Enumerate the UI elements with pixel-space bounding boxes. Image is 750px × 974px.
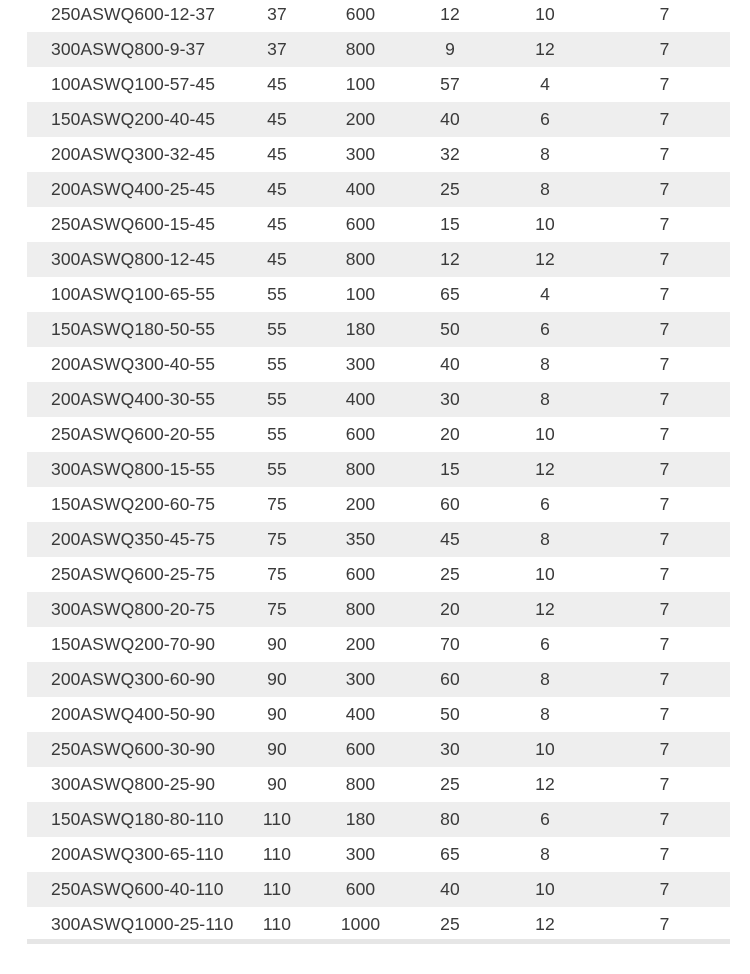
diameter-cell: 12 [491,452,599,487]
value-cell: 7 [659,284,670,304]
power-cell: 55 [242,452,312,487]
diameter-cell: 4 [540,284,550,304]
head-cell: 25 [440,774,460,794]
flow-cell: 600 [345,564,376,584]
value-cell: 7 [659,354,670,374]
power-cell: 55 [267,284,287,304]
head-cell: 50 [409,312,491,347]
value-cell: 7 [599,32,730,67]
head-cell: 15 [409,452,491,487]
table-row [27,487,730,522]
power-cell: 110 [242,802,312,837]
table-row [27,522,730,557]
model-cell: 200ASWQ300-65-110 [51,844,224,864]
power-cell: 75 [267,564,287,584]
head-cell: 65 [440,844,460,864]
model-cell: 250ASWQ600-30-90 [27,732,242,767]
model-cell: 150ASWQ200-70-90 [51,634,216,654]
diameter-cell: 12 [491,32,599,67]
head-cell: 9 [409,32,491,67]
table-row [27,592,730,627]
power-cell: 75 [242,522,312,557]
table-row [27,417,730,452]
value-cell: 7 [659,704,670,724]
flow-cell: 800 [312,32,409,67]
value-cell: 7 [599,732,730,767]
flow-cell: 200 [345,634,376,654]
power-cell: 45 [242,242,312,277]
flow-cell: 200 [345,494,376,514]
model-cell: 100ASWQ100-57-45 [51,74,216,94]
table-row [27,732,730,767]
value-cell: 7 [659,424,670,444]
power-cell: 45 [242,102,312,137]
diameter-cell: 10 [535,214,555,234]
diameter-cell: 8 [491,172,599,207]
power-cell: 55 [267,354,287,374]
head-cell: 15 [440,214,460,234]
head-cell: 65 [440,284,460,304]
flow-cell: 350 [312,522,409,557]
value-cell: 7 [659,914,670,934]
table-row [27,452,730,487]
diameter-cell: 6 [540,494,550,514]
flow-cell: 600 [345,214,376,234]
model-cell: 200ASWQ350-45-75 [27,522,242,557]
head-cell: 57 [440,74,460,94]
table-row [27,662,730,697]
model-cell: 250ASWQ600-25-75 [51,564,216,584]
model-cell: 200ASWQ300-40-55 [51,354,216,374]
diameter-cell: 8 [540,704,550,724]
power-cell: 55 [242,312,312,347]
value-cell: 7 [659,4,670,24]
diameter-cell: 10 [535,4,555,24]
model-cell: 200ASWQ300-60-90 [27,662,242,697]
diameter-cell: 8 [491,662,599,697]
head-cell: 25 [409,172,491,207]
table-row [27,172,730,207]
table-row [27,767,730,802]
table-row [27,907,730,942]
diameter-cell: 12 [535,914,555,934]
head-cell: 25 [440,564,460,584]
diameter-cell: 6 [540,634,550,654]
flow-cell: 1000 [340,914,381,934]
table-row [27,872,730,907]
model-cell: 300ASWQ800-12-45 [27,242,242,277]
value-cell: 7 [659,144,670,164]
table-body [27,0,730,942]
head-cell: 45 [409,522,491,557]
diameter-cell: 6 [491,312,599,347]
head-cell: 80 [409,802,491,837]
power-cell: 90 [267,774,287,794]
model-cell: 300ASWQ800-25-90 [51,774,216,794]
table-row [27,207,730,242]
table-row [27,382,730,417]
flow-cell: 300 [345,844,376,864]
model-cell: 150ASWQ180-50-55 [27,312,242,347]
power-cell: 90 [242,662,312,697]
diameter-cell: 10 [535,424,555,444]
head-cell: 12 [409,242,491,277]
table-row [27,137,730,172]
diameter-cell: 12 [535,774,555,794]
flow-cell: 600 [345,424,376,444]
flow-cell: 600 [312,732,409,767]
flow-cell: 180 [312,802,409,837]
flow-cell: 600 [345,4,376,24]
flow-cell: 180 [312,312,409,347]
table-row [27,557,730,592]
model-cell: 250ASWQ600-40-110 [27,872,242,907]
flow-cell: 400 [312,382,409,417]
table-row [27,837,730,872]
head-cell: 30 [409,732,491,767]
diameter-cell: 8 [540,354,550,374]
power-cell: 45 [267,214,287,234]
value-cell: 7 [659,74,670,94]
table-row [27,802,730,837]
value-cell: 7 [599,452,730,487]
model-cell: 250ASWQ600-12-37 [51,4,216,24]
flow-cell: 100 [345,74,376,94]
value-cell: 7 [599,802,730,837]
power-cell: 90 [242,732,312,767]
flow-cell: 300 [345,354,376,374]
diameter-cell: 10 [491,872,599,907]
diameter-cell: 12 [491,592,599,627]
model-cell: 150ASWQ200-60-75 [51,494,216,514]
head-cell: 60 [409,662,491,697]
table-bottom-rule [27,939,730,944]
flow-cell: 100 [345,284,376,304]
value-cell: 7 [599,662,730,697]
value-cell: 7 [599,172,730,207]
model-cell: 200ASWQ400-25-45 [27,172,242,207]
power-cell: 45 [267,74,287,94]
head-cell: 40 [440,354,460,374]
diameter-cell: 8 [491,522,599,557]
head-cell: 12 [440,4,460,24]
model-cell: 200ASWQ400-30-55 [27,382,242,417]
flow-cell: 400 [345,704,376,724]
diameter-cell: 12 [491,242,599,277]
power-cell: 37 [242,32,312,67]
power-cell: 110 [242,872,312,907]
power-cell: 37 [267,4,287,24]
model-cell: 100ASWQ100-65-55 [51,284,216,304]
power-cell: 45 [267,144,287,164]
flow-cell: 300 [345,144,376,164]
diameter-cell: 6 [491,102,599,137]
value-cell: 7 [599,592,730,627]
value-cell: 7 [599,102,730,137]
flow-cell: 300 [312,662,409,697]
value-cell: 7 [599,312,730,347]
model-cell: 300ASWQ800-15-55 [27,452,242,487]
table-row [27,0,730,32]
flow-cell: 200 [312,102,409,137]
flow-cell: 800 [312,242,409,277]
table-row [27,32,730,67]
model-cell: 250ASWQ600-15-45 [51,214,216,234]
table-row [27,347,730,382]
power-cell: 90 [267,704,287,724]
value-cell: 7 [659,494,670,514]
value-cell: 7 [599,382,730,417]
table-row [27,67,730,102]
head-cell: 32 [440,144,460,164]
flow-cell: 400 [312,172,409,207]
table-row [27,312,730,347]
model-cell: 150ASWQ180-80-110 [27,802,242,837]
value-cell: 7 [659,564,670,584]
model-cell: 200ASWQ400-50-90 [51,704,216,724]
diameter-cell: 10 [535,564,555,584]
head-cell: 40 [409,102,491,137]
diameter-cell: 10 [491,732,599,767]
power-cell: 110 [262,914,292,934]
head-cell: 20 [409,592,491,627]
value-cell: 7 [599,242,730,277]
flow-cell: 800 [312,452,409,487]
head-cell: 50 [440,704,460,724]
pump-spec-table [27,0,730,942]
head-cell: 30 [409,382,491,417]
power-cell: 110 [262,844,292,864]
diameter-cell: 8 [540,844,550,864]
power-cell: 75 [267,494,287,514]
head-cell: 20 [440,424,460,444]
power-cell: 55 [242,382,312,417]
table-row [27,697,730,732]
power-cell: 75 [242,592,312,627]
power-cell: 90 [267,634,287,654]
diameter-cell: 8 [491,382,599,417]
model-cell: 150ASWQ200-40-45 [27,102,242,137]
diameter-cell: 8 [540,144,550,164]
value-cell: 7 [599,522,730,557]
table-row [27,277,730,312]
head-cell: 60 [440,494,460,514]
value-cell: 7 [599,872,730,907]
flow-cell: 800 [312,592,409,627]
diameter-cell: 4 [540,74,550,94]
value-cell: 7 [659,634,670,654]
flow-cell: 800 [345,774,376,794]
model-cell: 300ASWQ1000-25-110 [51,914,234,934]
value-cell: 7 [659,774,670,794]
head-cell: 40 [409,872,491,907]
power-cell: 45 [242,172,312,207]
table-row [27,102,730,137]
model-cell: 200ASWQ300-32-45 [51,144,216,164]
value-cell: 7 [659,844,670,864]
flow-cell: 600 [312,872,409,907]
table-row [27,242,730,277]
value-cell: 7 [659,214,670,234]
model-cell: 300ASWQ800-20-75 [27,592,242,627]
head-cell: 70 [440,634,460,654]
power-cell: 55 [267,424,287,444]
model-cell: 250ASWQ600-20-55 [51,424,216,444]
model-cell: 300ASWQ800-9-37 [27,32,242,67]
head-cell: 25 [440,914,460,934]
diameter-cell: 6 [491,802,599,837]
table-row [27,627,730,662]
